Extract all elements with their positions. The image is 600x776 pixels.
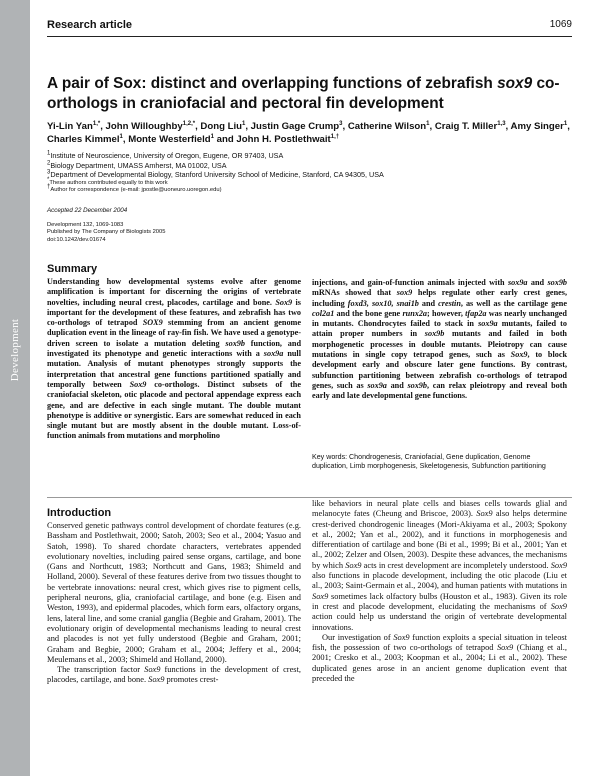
summary-text: sox9a <box>507 278 528 287</box>
introduction-text: also helps determine crest-derived chondrogenic lineages (Mori-Akiyama et al., 2003; Spokony et al., 2002; Yan et al., 2002), and it functions in morphogenesis and differentiation of cartilage and bone (Bi et al., 1999; Bi et al., 2001; Yan et al., 2002; Zelzer and Olsen, 2003). Despite these advances, the mechanisms by which <box>312 509 568 570</box>
introduction-left-column <box>47 521 301 686</box>
author-name: Dong Liu <box>200 121 242 132</box>
summary-text: co-orthologs. Distinct subsets of the craniofacial skeleton, otic placode and pectoral appendage express each gene, and are defective in each single mutant. The double mutant phenotype is additive or synergistic. Ears are somewhat reduced in each single mutant but are mostly absent in the double mutant. Loss-of-function animals from mutations and morpholino <box>47 379 301 441</box>
summary-text: is important for the development of these features, and zebrafish has two co-orthologs of tetrapod <box>47 297 301 328</box>
introduction-heading: Introduction <box>47 507 112 519</box>
summary-text: mRNAs showed that <box>312 288 397 298</box>
author-affiliation-mark: 1 <box>119 133 123 140</box>
affiliation-text: Institute of Neuroscience, University of Oregon, Eugene, OR 97403, USA <box>50 151 284 160</box>
introduction-text: Sox9 <box>312 591 329 601</box>
introduction-text: Sox9 <box>476 509 493 519</box>
summary-text: ; however, <box>427 308 466 318</box>
author-affiliation-mark: 1 <box>426 120 430 127</box>
author-name: Catherine Wilson <box>347 121 427 132</box>
author-separator: , <box>342 121 348 132</box>
introduction-text: function exploits a special situation in teleost fish, the possession of two co-orthologs of tetrapod <box>312 632 567 653</box>
title-part-1: A pair of Sox: distinct and overlapping functions of zebrafish <box>47 75 498 92</box>
summary-text: Sox9 <box>510 350 528 360</box>
introduction-text: like behaviors in neural plate cells and biases cells towards glial and melanocyte fates (Cheung and Briscoe, 2003). <box>312 499 567 519</box>
keywords: Key words: Chondrogenesis, Craniofacial, Gene duplication, Genome duplication, Limb morphogenesis, Skeletogenesis, Subfunction partitioning <box>312 453 546 471</box>
introduction-text: promotes crest- <box>164 675 219 685</box>
author-footnote <box>47 184 572 194</box>
journal-sidebar <box>0 0 30 776</box>
affiliation-mark: 2 <box>47 160 51 167</box>
article-title <box>47 74 572 114</box>
footnote-text: Author for correspondence (e-mail: jpostle@uoneuro.uoregon.edu) <box>50 186 222 193</box>
author-separator: , <box>122 134 129 145</box>
author-separator: , <box>429 121 435 132</box>
summary-text: sox9a <box>367 380 387 390</box>
introduction-text: Sox9 <box>496 643 514 653</box>
introduction-paragraph <box>312 499 567 633</box>
author-affiliation-mark: 1,3 <box>497 120 506 127</box>
publication-info-line: Published by The Company of Biologists 2005 <box>47 229 166 236</box>
introduction-text: Sox9 <box>550 560 568 570</box>
summary-text: mutants, failed to attain proper numbers in <box>312 319 567 339</box>
summary-text: crestin <box>438 298 461 308</box>
author-name: Justin Gage Crump <box>250 121 340 132</box>
summary-text: sox9a <box>263 349 284 359</box>
author-list <box>47 120 572 146</box>
summary-text: injections, and gain-of-function animals injected with <box>312 278 508 287</box>
summary-text: sox9b <box>225 338 245 348</box>
introduction-paragraph <box>47 665 301 686</box>
author-affiliation-mark: 1 <box>241 120 246 127</box>
accepted-date: Accepted 22 December 2004 <box>47 207 128 214</box>
summary-text: tfap2a <box>465 308 487 318</box>
section-label: Research article <box>47 19 132 31</box>
introduction-paragraph <box>312 633 567 684</box>
introduction-text: Sox9 <box>550 601 567 611</box>
author-name: John Willoughby <box>105 121 183 132</box>
affiliation-line <box>47 161 572 171</box>
author-separator: , <box>100 121 106 132</box>
summary-text: mutants and failed in both morphogenetic processes in double mutants. Pleiotropy can cause mutations in single copy tetrapod genes, such as <box>312 329 567 360</box>
summary-text: was nearly unchanged in mutants. Chondrocytes failed to stack in <box>312 308 567 329</box>
affiliations <box>47 151 572 194</box>
author-affiliation-mark: 3 <box>339 120 343 127</box>
affiliation-text: Biology Department, UMASS Amherst, MA 01002, USA <box>50 160 227 170</box>
summary-text: Sox9 <box>129 379 147 389</box>
author-name: Craig T. Miller <box>434 121 498 132</box>
introduction-text: functions in the development of crest, placodes, cartilage, and bone. <box>47 665 301 685</box>
introduction-right-column <box>312 499 567 684</box>
introduction-text: (Chiang et al., 2001; Cresko et al., 2003; Koopman et al., 2004; Li et al., 2002). These duplicated genes arose in an ancient genome duplication event that preceded the <box>312 643 567 684</box>
author-separator: , <box>245 121 251 132</box>
summary-text: sox9b <box>547 278 568 287</box>
introduction-text: Sox9 <box>144 665 161 675</box>
summary-heading: Summary <box>47 263 98 275</box>
page-number: 1069 <box>549 19 572 30</box>
summary-text: function, and investigated its phenotype and genetic interactions with a <box>47 338 301 359</box>
introduction-text: Our investigation of <box>322 632 394 642</box>
footnote-mark: † <box>47 184 51 191</box>
publication-info-line: doi:10.1242/dev.01674 <box>47 236 106 243</box>
affiliation-text: Department of Developmental Biology, Stanford University School of Medicine, Stanford, CA 94305, USA <box>50 170 384 180</box>
author-separator: , <box>505 121 511 132</box>
author-footnote <box>47 176 572 187</box>
summary-text: stemming from an ancient genome duplication event in the lineage of ray-fin fish. We have used a genotype-driven screen to isolate a mutation deleting <box>47 318 302 348</box>
summary-text: Sox9 <box>275 297 293 307</box>
affiliation-line <box>47 151 572 161</box>
author-affiliation-mark: 1,† <box>330 133 340 140</box>
summary-text: and <box>527 278 548 287</box>
summary-text: and <box>418 298 439 308</box>
summary-text: runx2a <box>402 308 428 318</box>
introduction-text: sometimes lack olfactory bulbs (Houston et al., 1983). Given its role in crest and placode development, elucidating the mechanisms of <box>312 591 567 611</box>
summary-text: helps regulate other early crest genes, including <box>312 288 567 308</box>
footnote-mark: * <box>47 176 50 183</box>
author-separator: , <box>567 121 570 132</box>
header-rule <box>47 36 572 37</box>
author-affiliation-mark: 1 <box>210 133 214 140</box>
affiliation-mark: 3 <box>47 169 51 176</box>
summary-left-column <box>47 277 301 442</box>
summary-right-column <box>312 278 567 402</box>
summary-text: Understanding how developmental systems evolve after genome amplification is important for discerning the origins of vertebrate novelties, including neural crest, placodes, cartilage and bone. <box>47 277 301 307</box>
introduction-text: Sox9 <box>393 632 410 642</box>
introduction-paragraph <box>47 521 301 665</box>
author-affiliation-mark: 1,* <box>92 120 101 127</box>
author-affiliation-mark: 1 <box>563 120 568 127</box>
author-name: Monte Westerfield <box>128 134 211 145</box>
title-gene: sox9 <box>497 75 533 92</box>
summary-text: and <box>386 380 408 390</box>
summary-text: sox9b <box>424 329 445 339</box>
author-name: Yi-Lin Yan <box>47 121 93 132</box>
author-name: Charles Kimmel <box>47 134 120 145</box>
summary-text: SOX9 <box>142 318 163 328</box>
footnote-text: These authors contributed equally to this work <box>49 179 168 186</box>
section-divider <box>47 497 572 498</box>
introduction-text: action could help us understand the origin of vertebrate developmental innovations. <box>312 612 567 632</box>
author-separator: , <box>195 121 201 132</box>
summary-text: foxd3, sox10, snai1b <box>347 298 419 308</box>
summary-text: , as well as the cartilage gene <box>460 298 567 308</box>
publication-info-line: Development 132, 1069-1083 <box>47 222 124 228</box>
summary-text: null mutation. Analysis of mutant phenotypes strongly supports the interpretation that ancestral gene functions partitioned spatially and temporally between <box>47 349 301 389</box>
introduction-text: The transcription factor <box>57 665 145 675</box>
introduction-text: Sox9 <box>148 675 165 685</box>
summary-text: and the bone gene <box>334 308 403 318</box>
summary-text: col2a1 <box>312 308 335 318</box>
affiliation-line <box>47 170 572 180</box>
introduction-text: acts in crest development are incompletely understood. <box>361 560 551 570</box>
author-name: Amy Singer <box>510 121 564 132</box>
summary-text: , can relax pleiotropy and reveal both early and late developmental gene functions. <box>312 380 568 401</box>
introduction-text: Sox9 <box>345 560 362 570</box>
author-separator: and <box>214 134 237 145</box>
journal-name: Development <box>9 318 21 382</box>
summary-text: sox9a <box>478 319 498 329</box>
summary-text: , to block development early and obscure later gene functions. By contrast, subfunction partitioning between zebrafish co-orthologs of tetrapod genes, such as <box>312 350 568 390</box>
publication-info <box>47 222 165 244</box>
author-name: John H. Postlethwait <box>236 134 331 145</box>
author-affiliation-mark: 1,2,* <box>182 120 196 127</box>
summary-text: sox9 <box>396 288 413 298</box>
summary-text: sox9b <box>407 380 427 390</box>
introduction-text: also functions in placode development, including the otic placode (Liu et al., 2003; Saint-Germain et al., 2004), and human patients with mutations in <box>312 571 567 591</box>
title-part-2: co-orthologs in craniofacial and pectoral fin development <box>47 75 560 112</box>
introduction-text: Conserved genetic pathways control development of chordate features (e.g. Bassham and Postlethwait, 2000; Satoh, 2003; Seo et al., 2004; Yasuo and Satoh, 1998). To shared chordate characters, vertebrates appended evolutionary novelties, including paired sense organs, cartilage, and bone (Gans and Northcutt, 1983; Northcutt and Gans, 1983; Shimeld and Holland, 2000). Several of these features derive from two tissues thought to be vertebrate innovations: neural crest, which gives rise to pigment cells, peripheral neurons, glia, craniofacial cartilage, and bone (e.g. Eisen and Weston, 1993), and epidermal placodes, which form ears, olfactory organs, lens, lateral line, and some cranial ganglia (Begbie and Graham, 2001). The evolutionary origin of developmental mechanisms leading to neural crest and placodes is not yet fully understood (Begbie and Graham, 2001; Graham and Begbie, 2000; Graham et al., 2004; Jeffery et al., 2004; Meulemans et al., 2003; Shimeld and Holland, 2000). <box>47 521 301 664</box>
affiliation-mark: 1 <box>47 150 51 157</box>
